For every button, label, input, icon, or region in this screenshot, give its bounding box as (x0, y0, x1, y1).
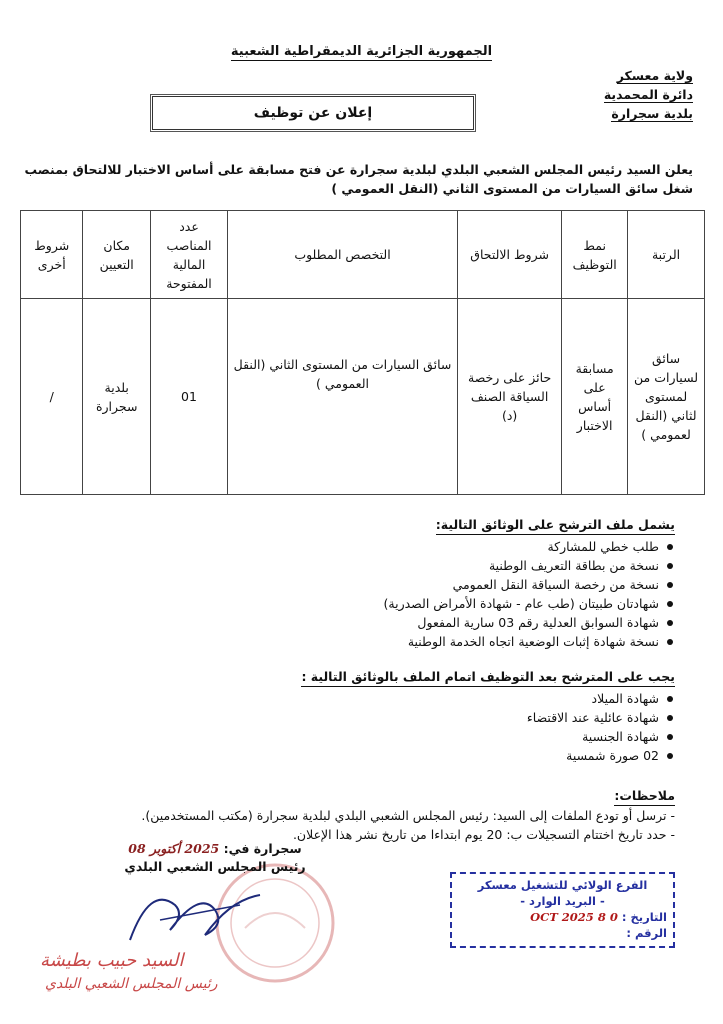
application-file-heading: يشمل ملف الترشح على الوثائق التالية: (436, 515, 675, 535)
col-location: مكان التعيين (83, 211, 151, 299)
signatory-name: السيد حبيب بطيشة (40, 950, 184, 971)
col-recruitment-mode: نمط التوظيف (562, 211, 628, 299)
signature-date (100, 840, 330, 858)
list-item: شهادة السوابق العدلية رقم 03 سارية المفعول (384, 613, 675, 632)
list-item: شهادة الميلاد (301, 689, 675, 708)
col-rank: الرتبة (628, 211, 705, 299)
note-line: - حدد تاريخ اختتام التسجيلات ب: 20 يوم ابتداءا من تاريخ نشر هذا الإعلان. (292, 827, 675, 842)
after-recruitment-section (301, 667, 675, 765)
cell-other-conditions: / (21, 299, 83, 495)
cell-rank: سائق لسيارات من لمستوى لثاني (النقل لعمومي ) (628, 299, 705, 495)
list-item: نسخة شهادة إثبات الوضعية اتجاه الخدمة الوطنية (384, 632, 675, 651)
announcement-title: إعلان عن توظيف (152, 96, 474, 130)
republic-header (0, 44, 723, 59)
handwritten-signature (120, 880, 270, 950)
application-file-list (384, 537, 675, 651)
col-specialty: التخصص المطلوب (228, 211, 458, 299)
table-header-row (21, 211, 705, 299)
cell-specialty: سائق السيارات من المستوى الثاني (النقل العمومي ) (228, 299, 458, 495)
notes-heading: ملاحظات: (614, 786, 675, 806)
wilaya-label: ولاية معسكر (616, 68, 693, 83)
positions-table (20, 210, 705, 495)
received-mail-stamp (450, 872, 675, 948)
stamp-date-label: التاريخ : (621, 910, 667, 924)
signatory-title: رئيس المجلس الشعبي البلدي (124, 859, 306, 874)
cell-access-conditions: حائز على رخصة السياقة الصنف (د) (458, 299, 562, 495)
stamp-mail: - البريد الوارد - (520, 894, 605, 908)
intro-paragraph: يعلن السيد رئيس المجلس الشعبي البلدي لبلدية سجرارة عن فتح مسابقة على أساس الاختبار للالتحاق بمنصب شغل سائق السيارات من المستوى الثاني (النقل العمومي ) (24, 162, 693, 196)
signatory-role: رئيس المجلس الشعبي البلدي (45, 976, 218, 992)
col-positions: عدد المناصب المالية المفتوحة (150, 211, 227, 299)
signature-block (40, 840, 330, 992)
list-item: نسخة من بطاقة التعريف الوطنية (384, 556, 675, 575)
stamp-office: الفرع الولائي للتشغيل معسكر (477, 878, 648, 892)
commune-label: بلدية سجرارة (611, 106, 693, 121)
after-recruitment-heading: يجب على المترشح بعد التوظيف اتمام الملف بالوثائق التالية : (301, 667, 675, 687)
list-item: طلب خطي للمشاركة (384, 537, 675, 556)
cell-location: بلدية سجرارة (83, 299, 151, 495)
republic-name: الجمهورية الجزائرية الديمقراطية الشعبية (230, 44, 493, 59)
stamp-date-value: 0 8 OCT 2025 (530, 910, 618, 924)
stamp-date-row (458, 909, 667, 925)
handwritten-date: 2025 أكتوبر 08 (128, 841, 220, 856)
place-date-label: سجرارة في: (223, 841, 302, 856)
note-line: - ترسل أو تودع الملفات إلى السيد: رئيس المجلس الشعبي البلدي لبلدية سجرارة (مكتب المستخدمين). (141, 808, 675, 823)
notes-section (45, 786, 675, 844)
cell-positions: 01 (150, 299, 227, 495)
list-item: شهادة الجنسية (301, 727, 675, 746)
daira-label: دائرة المحمدية (603, 87, 693, 102)
col-access-conditions: شروط الالتحاق (458, 211, 562, 299)
list-item: شهادة عائلية عند الاقتضاء (301, 708, 675, 727)
col-other-conditions: شروط أخرى (21, 211, 83, 299)
table-row (21, 299, 705, 495)
stamp-number-label: الرقم : (626, 926, 667, 940)
application-file-section (384, 515, 675, 651)
list-item: شهادتان طبيتان (طب عام - شهادة الأمراض الصدرية) (384, 594, 675, 613)
administration-block (604, 66, 693, 123)
cell-recruitment-mode: مسابقة على أساس الاختبار (562, 299, 628, 495)
list-item: 02 صورة شمسية (301, 746, 675, 765)
after-recruitment-list (301, 689, 675, 765)
list-item: نسخة من رخصة السياقة النقل العمومي (384, 575, 675, 594)
